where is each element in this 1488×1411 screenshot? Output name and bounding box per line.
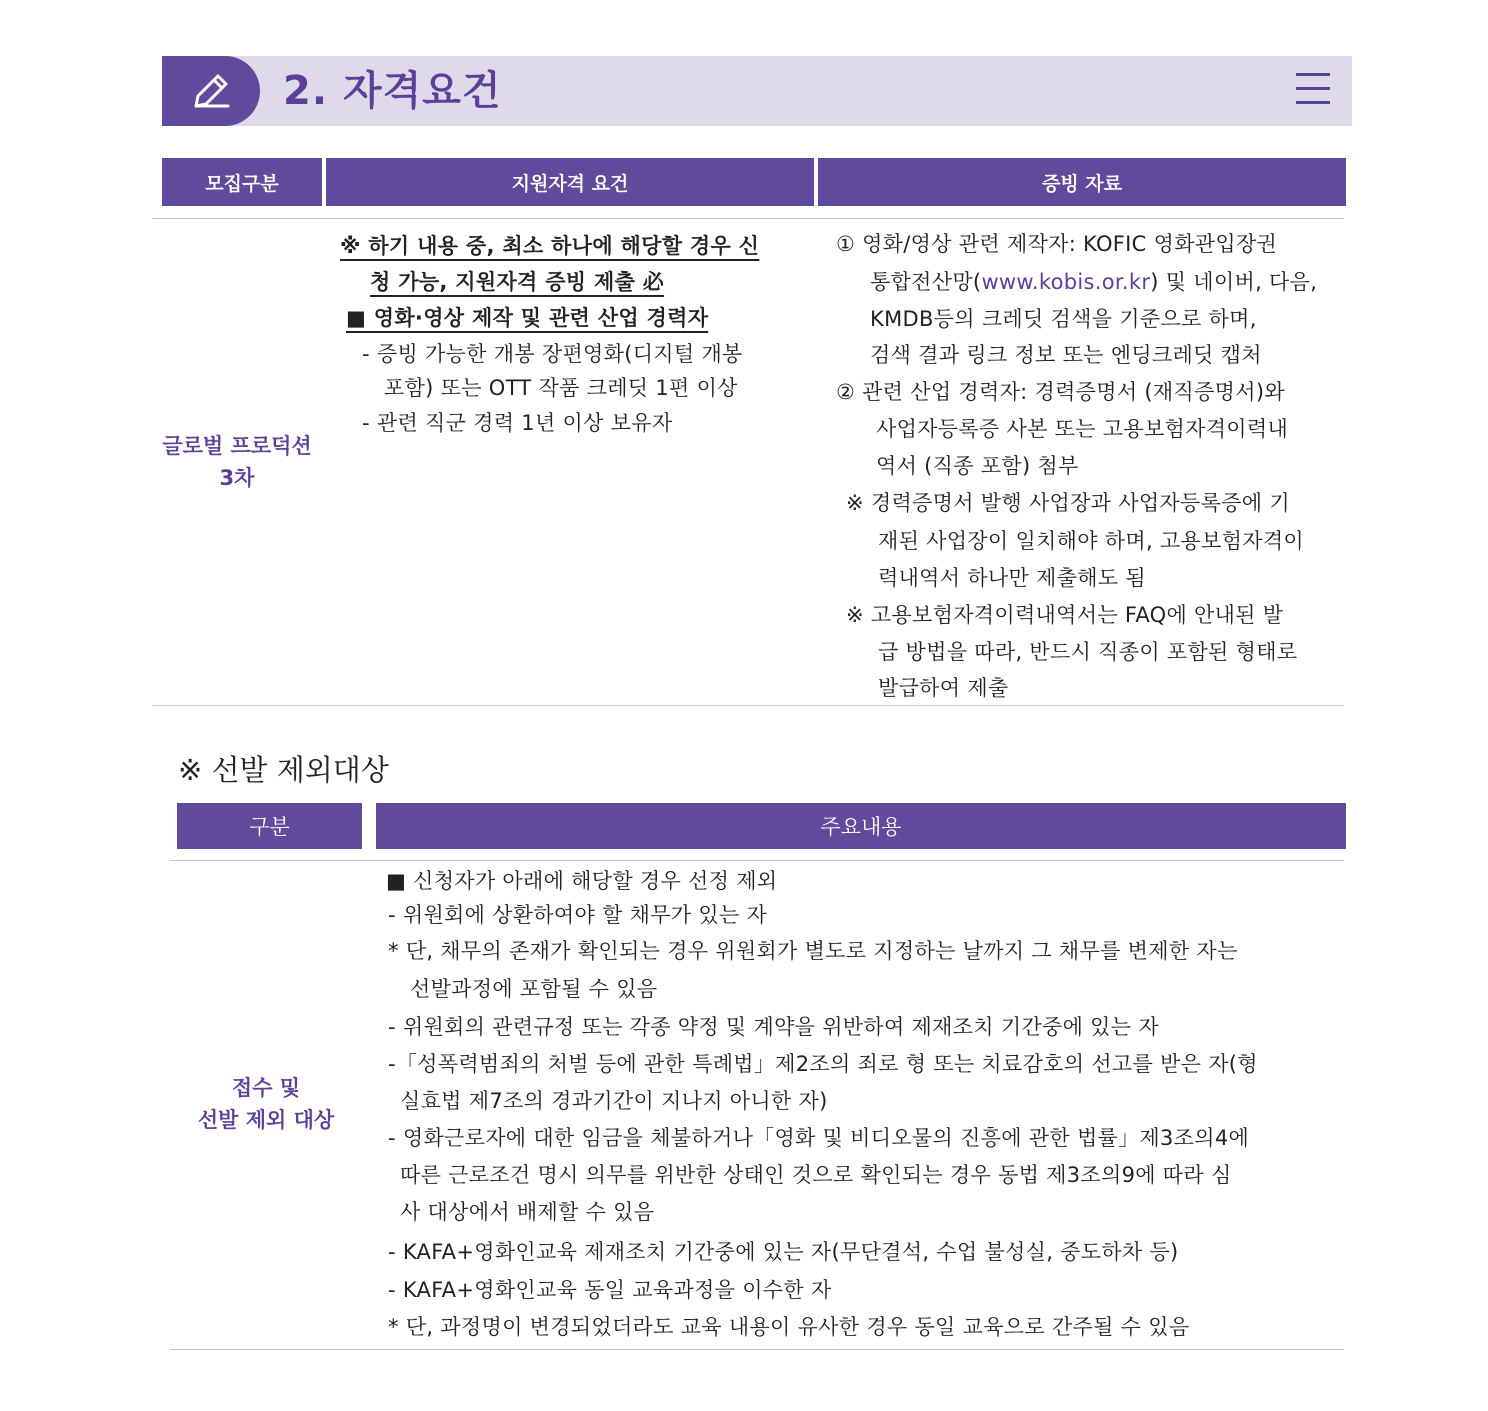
exclusion-line: 따른 근로조건 명시 의무를 위반한 상태인 것으로 확인되는 경우 동법 제3조의9에 따라 심 [400, 1163, 1232, 1187]
row-label-line2: 3차 [219, 466, 255, 490]
evid-n1-line3: 력내역서 하나만 제출해도 됨 [878, 566, 1146, 590]
table2-top-divider [170, 860, 1344, 861]
evid-e1-line3: KMDB등의 크레딧 검색을 기준으로 하며, [870, 307, 1257, 331]
table2-header-content: 주요내용 [376, 803, 1346, 849]
pencil-icon [188, 68, 234, 114]
evid-e1-line2-post: ) 및 네이버, 다음, [1150, 270, 1318, 294]
table2-row-label-line1: 접수 및 [231, 1076, 301, 1100]
evid-n2-line3: 발급하여 제출 [878, 676, 1009, 700]
evid-e2-line1: ② 관련 산업 경력자: 경력증명서 (재직증명서)와 [836, 380, 1285, 404]
req-bullet: ■ 영화·영상 제작 및 관련 산업 경력자 [346, 306, 709, 330]
exclusion-line: ■ 신청자가 아래에 해당할 경우 선정 제외 [386, 869, 778, 893]
exclusion-line: - KAFA+영화인교육 제재조치 기간중에 있는 자(무단결석, 수업 불성실, 중도하차 등) [388, 1240, 1179, 1264]
table2-row-label-line2: 선발 제외 대상 [197, 1108, 335, 1132]
table1-header-category: 모집구분 [162, 158, 322, 206]
exclusion-line: 실효법 제7조의 경과기간이 지나지 아니한 자) [400, 1089, 828, 1113]
section-title: 2. 자격요건 [283, 68, 502, 114]
exclusion-line: - KAFA+영화인교육 동일 교육과정을 이수한 자 [388, 1278, 832, 1302]
evid-n2-line2: 급 방법을 따라, 반드시 직종이 포함된 형태로 [878, 640, 1298, 664]
evid-e1-line2-pre: 통합전산망( [870, 270, 982, 294]
row-label-line1: 글로벌 프로덕션 [162, 434, 312, 458]
exclusion-line: 선발과정에 포함될 수 있음 [410, 977, 658, 1001]
table2-row-label [170, 1072, 362, 1136]
evid-n1-line2: 재된 사업장이 일치해야 하며, 고용보험자격이 [878, 529, 1305, 553]
evid-n2-line1: ※ 고용보험자격이력내역서는 FAQ에 안내된 발 [846, 603, 1284, 627]
table1-row-label [152, 430, 322, 494]
req-item2: - 관련 직군 경력 1년 이상 보유자 [362, 411, 673, 435]
exclusion-line: - 영화근로자에 대한 임금을 체불하거나「영화 및 비디오물의 진흥에 관한 법률」제3조의4에 [388, 1126, 1250, 1150]
table1-header-evidence: 증빙 자료 [818, 158, 1346, 206]
evid-e1-line4: 검색 결과 링크 정보 또는 엔딩크레딧 캡처 [870, 343, 1262, 367]
exclusion-section-title: ※ 선발 제외대상 [178, 753, 389, 787]
table1-top-divider [152, 218, 1344, 219]
exclusion-line: * 단, 과정명이 변경되었더라도 교육 내용이 유사한 경우 동일 교육으로 간주될 수 있음 [388, 1315, 1190, 1339]
exclusion-line: 사 대상에서 배제할 수 있음 [400, 1200, 655, 1224]
evid-e1-line1: ① 영화/영상 관련 제작자: KOFIC 영화관입장권 [836, 232, 1278, 256]
kobis-link[interactable]: www.kobis.or.kr [981, 270, 1151, 294]
section-header-icon-block [162, 56, 260, 126]
evid-e2-line3: 역서 (직종 포함) 첨부 [876, 454, 1079, 478]
table1-header-requirements: 지원자격 요건 [326, 158, 814, 206]
req-note-line1: ※ 하기 내용 중, 최소 하나에 해당할 경우 신 [340, 234, 760, 258]
table1-bottom-divider [152, 705, 1344, 706]
req-note-line2: 청 가능, 지원자격 증빙 제출 必 [370, 270, 665, 294]
evid-e1-line2 [870, 268, 1317, 296]
table2-header-category: 구분 [177, 803, 362, 849]
exclusion-line: -「성폭력범죄의 처벌 등에 관한 특례법」제2조의 죄로 형 또는 치료감호의 선고를 받은 자(형 [388, 1052, 1258, 1076]
req-item1-line1: - 증빙 가능한 개봉 장편영화(디지털 개봉 [362, 342, 743, 366]
exclusion-line: - 위원회의 관련규정 또는 각종 약정 및 계약을 위반하여 제재조치 기간중에 있는 자 [388, 1015, 1159, 1039]
req-item1-line2: 포함) 또는 OTT 작품 크레딧 1편 이상 [384, 376, 738, 400]
exclusion-line: - 위원회에 상환하여야 할 채무가 있는 자 [388, 903, 768, 927]
exclusion-line: * 단, 채무의 존재가 확인되는 경우 위원회가 별도로 지정하는 날까지 그 채무를 변제한 자는 [388, 939, 1238, 963]
evid-e2-line2: 사업자등록증 사본 또는 고용보험자격이력내 [876, 417, 1289, 441]
table2-bottom-divider [170, 1349, 1344, 1350]
evid-n1-line1: ※ 경력증명서 발행 사업장과 사업자등록증에 기 [846, 491, 1290, 515]
menu-icon[interactable] [1296, 73, 1332, 107]
